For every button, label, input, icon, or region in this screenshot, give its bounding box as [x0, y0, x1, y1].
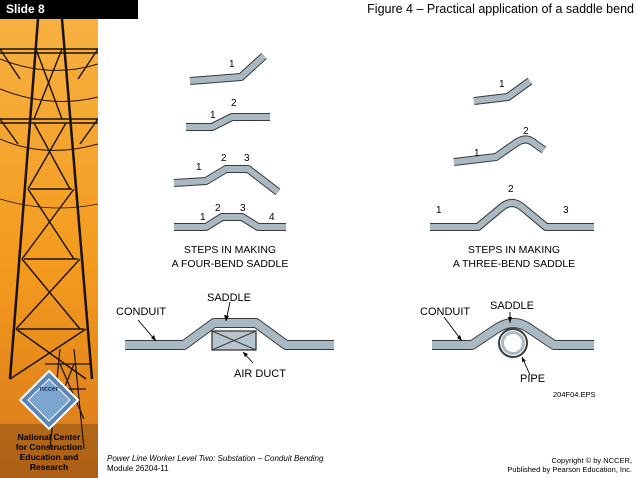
four-bend-step4-label-2: 2 [215, 203, 221, 214]
footer-copyright: Copyright © by NCCER, Published by Pearson Education, Inc. [507, 456, 632, 474]
four-bend-step2-label-1: 1 [210, 110, 216, 121]
three-bend-obstacle-label: PIPE [520, 373, 546, 385]
slide-label: Slide 8 [0, 0, 138, 19]
saddle-bend-diagram [98, 19, 638, 449]
three-bend-step1-label-1: 1 [499, 79, 505, 90]
air-duct-shape [212, 331, 256, 350]
four-bend-conduit-label: CONDUIT [116, 306, 167, 318]
pipe-shape [499, 329, 527, 357]
four-bend-step2-conduit [186, 117, 270, 127]
four-bend-step4-label-1: 1 [200, 212, 206, 223]
four-bend-obstacle-label: AIR DUCT [234, 368, 286, 380]
three-bend-step3-label-1: 1 [436, 205, 442, 216]
four-bend-step1-conduit [190, 56, 264, 81]
four-bend-step1-label-1: 1 [229, 59, 235, 70]
four-bend-step2-label-2: 2 [231, 98, 237, 109]
four-bend-step3-label-2: 2 [221, 153, 227, 164]
three-bend-step3-conduit [430, 203, 594, 227]
three-bend-conduit-label: CONDUIT [420, 306, 471, 318]
three-bend-step2-label-1: 1 [474, 148, 480, 159]
three-bend-caption: STEPS IN MAKING A THREE-BEND SADDLE [452, 244, 576, 270]
four-bend-step3-conduit [174, 169, 278, 192]
footer-course-info [107, 454, 323, 474]
footer-course-title: Power Line Worker Level Two: Substation – Conduit Bending [107, 454, 324, 463]
three-bend-saddle-label: SADDLE [490, 300, 535, 312]
four-bend-step3-label-1: 1 [196, 162, 202, 173]
figure-title: Figure 4 – Practical application of a saddle bend [367, 2, 634, 16]
logo-text: nccer [39, 386, 59, 393]
four-bend-saddle-label: SADDLE [207, 292, 252, 304]
three-bend-step2-label-2: 2 [523, 126, 529, 137]
sidebar-tower-image [0, 19, 98, 478]
four-bend-step4-label-4: 4 [269, 212, 275, 223]
three-bend-step2-conduit [454, 140, 544, 163]
figure-code: 204F04.EPS [553, 390, 596, 399]
four-bend-step4-label-3: 3 [240, 203, 246, 214]
three-bend-step3-label-2: 2 [508, 184, 514, 195]
four-bend-caption: STEPS IN MAKING A FOUR-BEND SADDLE [171, 244, 289, 270]
three-bend-step3-label-3: 3 [563, 205, 569, 216]
org-name: National Center for Construction Education and Research [15, 432, 83, 472]
four-bend-step3-label-3: 3 [244, 153, 250, 164]
footer-module: Module 26204-11 [107, 464, 169, 473]
